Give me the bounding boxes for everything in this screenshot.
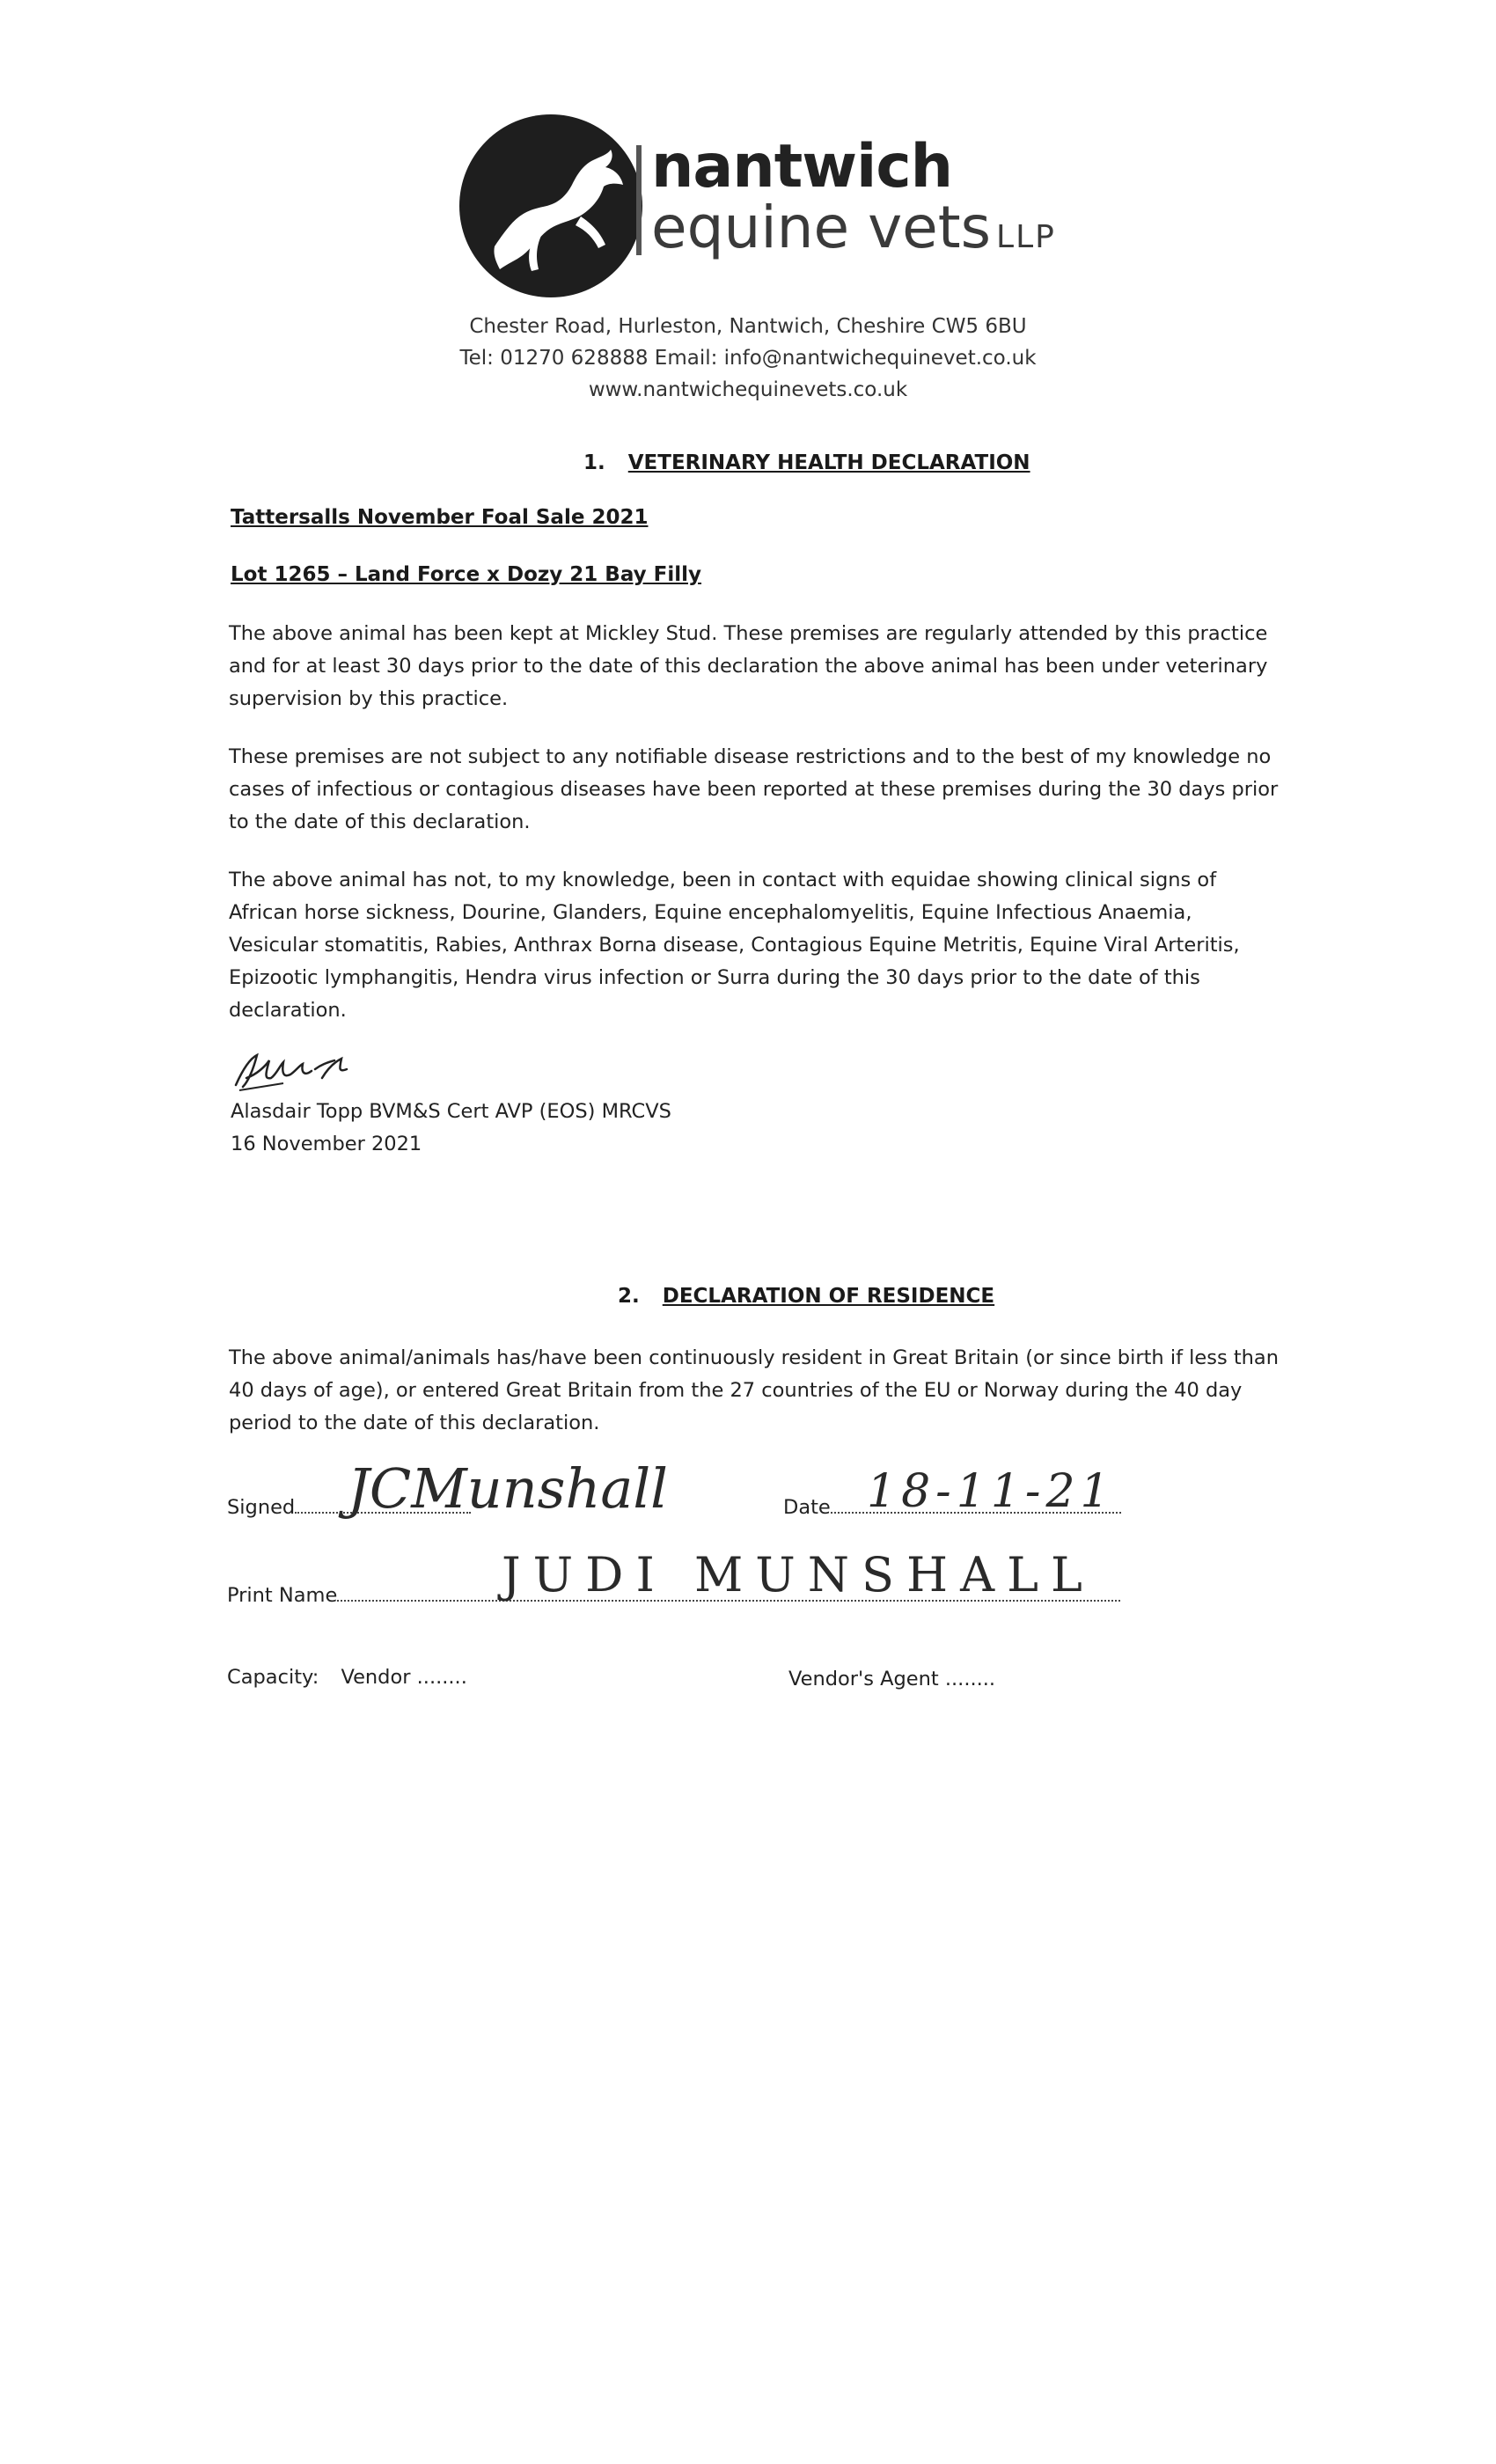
section1-number: 1. xyxy=(583,451,605,474)
practice-address: Chester Road, Hurleston, Nantwich, Cheshire CW5 6BU xyxy=(469,315,1027,338)
brand-name: nantwich xyxy=(651,132,953,202)
signed-label: Signed xyxy=(227,1496,296,1519)
logo-divider xyxy=(636,145,642,255)
capacity-label: Capacity: xyxy=(227,1666,319,1689)
horse-silhouette-icon xyxy=(459,114,642,297)
sale-title: Tattersalls November Foal Sale 2021 xyxy=(231,506,649,529)
vet-signature xyxy=(231,1043,363,1099)
practice-contact: Tel: 01270 628888 Email: info@nantwichequinevet.co.uk xyxy=(459,347,1037,370)
signatory-name: Alasdair Topp BVM&S Cert AVP (EOS) MRCVS xyxy=(231,1100,671,1123)
print-name-handwriting: JUDI MUNSHALL xyxy=(502,1547,1095,1602)
date-label: Date xyxy=(783,1496,831,1519)
section1-heading xyxy=(583,451,1030,474)
brand-suffix: LLP xyxy=(996,219,1056,255)
practice-website: www.nantwichequinevets.co.uk xyxy=(588,378,908,401)
practice-logo xyxy=(459,114,642,297)
section2-number: 2. xyxy=(618,1285,640,1308)
health-paragraph-1: The above animal has been kept at Mickley Stud. These premises are regularly attended by this practice and for at least 30 days prior to the date of this declaration the above animal has been under veterinary supervision by this practice. xyxy=(229,622,1268,710)
brand-subtitle: equine vets LLP xyxy=(651,194,1056,261)
section2-heading xyxy=(618,1285,994,1308)
vendor-agent-option: Vendor's Agent ........ xyxy=(788,1668,996,1690)
health-paragraph-2: These premises are not subject to any notifiable disease restrictions and to the best of my knowledge no cases of infectious or contagious diseases have been reported at these premises during the 30 days prior to the date of this declaration. xyxy=(229,745,1279,833)
health-paragraph-3: The above animal has not, to my knowledge, been in contact with equidae showing clinical signs of African horse sickness, Dourine, Glanders, Equine encephalomyelitis, Equine Infectious Anaemia, Vesicular stomatitis, Rabies, Anthrax Borna disease, Contagious Equine Metritis, Equine Viral Arteritis, Epizootic lymphangitis, Hendra virus infection or Surra during the 30 days prior to the date of this declaration. xyxy=(229,869,1240,1022)
capacity-line xyxy=(227,1666,467,1689)
signatory-date: 16 November 2021 xyxy=(231,1133,422,1155)
signed-handwriting: JCMunshall xyxy=(348,1456,669,1521)
print-name-label: Print Name xyxy=(227,1584,338,1607)
section2-title: DECLARATION OF RESIDENCE xyxy=(662,1285,995,1308)
vendor-option: Vendor ........ xyxy=(341,1666,467,1689)
residence-paragraph: The above animal/animals has/have been continuously resident in Great Britain (or since birth if less than 40 days of age), or entered Great Britain from the 27 countries of the EU or Norway during the 40 day period to the date of this declaration. xyxy=(229,1346,1279,1434)
section1-title: VETERINARY HEALTH DECLARATION xyxy=(627,451,1030,474)
lot-title: Lot 1265 – Land Force x Dozy 21 Bay Filly xyxy=(231,563,702,586)
date-handwriting: 18-11-21 xyxy=(867,1465,1115,1518)
